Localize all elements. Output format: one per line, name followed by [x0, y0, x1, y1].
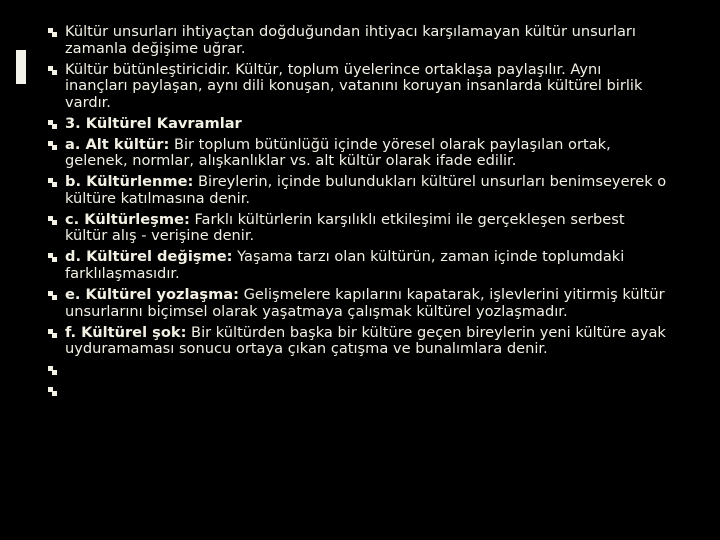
bullet-text: Bir toplum bütünlüğü içinde yöresel olarak paylaşılan ortak, gelenek, normlar, alışkanlıklar vs. alt kültür olarak ifade edilir. — [65, 135, 611, 170]
bullet-text: Farklı kültürlerin karşılıklı etkileşimi ile gerçekleşen serbest kültür alış - verişine denir. — [65, 210, 625, 245]
square-bullet-icon — [48, 216, 57, 225]
square-bullet-icon — [48, 291, 57, 300]
bullet-text: Bireylerin, içinde bulundukları kültürel unsurları benimseyerek o kültüre katılmasına denir. — [65, 173, 667, 207]
bullet-item — [48, 174, 668, 207]
bullet-item — [48, 325, 668, 358]
bullet-text: Bir kültürden başka bir kültüre geçen bireylerin yeni kültüre ayak uyduramaması sonucu ortaya çıkan çatışma ve bunalımlara denir. — [65, 323, 666, 358]
bullet-list — [48, 24, 668, 404]
square-bullet-icon — [48, 387, 57, 396]
left-panel — [0, 0, 30, 540]
bullet-text: Gelişmelere kapılarını kapatarak, işlevlerini yitirmiş kültür unsurlarını biçimsel olarak yaşatmaya çalışmak kültürel yozlaşmadır. — [65, 286, 665, 320]
bullet-item — [48, 287, 668, 320]
bullet-text: Kültür bütünleştiricidir. Kültür, toplum üyelerince ortaklaşa paylaşılır. Aynı inançları paylaşan, aynı dili konuşan, vatanını koruyan insanlarda kültürel birlik vardır. — [65, 60, 643, 111]
bullet-item-empty — [48, 383, 668, 400]
square-bullet-icon — [48, 66, 57, 75]
square-bullet-icon — [48, 28, 57, 37]
bullet-bold-text: b. Kültürlenme: — [65, 173, 194, 191]
bullet-item — [48, 249, 668, 282]
square-bullet-icon — [48, 141, 57, 150]
bullet-item-empty — [48, 362, 668, 379]
square-bullet-icon — [48, 120, 57, 129]
bullet-item — [48, 137, 668, 170]
square-bullet-icon — [48, 253, 57, 262]
bullet-item — [48, 116, 668, 133]
bullet-bold-text: 3. Kültürel Kavramlar — [65, 114, 242, 132]
bullet-bold-text: a. Alt kültür: — [65, 135, 170, 153]
bullet-text: Yaşama tarzı olan kültürün, zaman içinde toplumdaki farklılaşmasıdır. — [65, 248, 625, 283]
accent-bar — [16, 50, 26, 84]
bullet-text: Kültür unsurları ihtiyaçtan doğduğundan ihtiyacı karşılamayan kültür unsurları zamanla değişime uğrar. — [65, 23, 636, 57]
bullet-item — [48, 24, 668, 57]
square-bullet-icon — [48, 329, 57, 338]
bullet-bold-text: d. Kültürel değişme: — [65, 248, 233, 266]
bullet-item — [48, 62, 668, 112]
bullet-item — [48, 212, 668, 245]
bullet-bold-text: c. Kültürleşme: — [65, 210, 190, 228]
bullet-bold-text: e. Kültürel yozlaşma: — [65, 286, 239, 304]
square-bullet-icon — [48, 366, 57, 375]
square-bullet-icon — [48, 178, 57, 187]
bullet-bold-text: f. Kültürel şok: — [65, 323, 187, 341]
